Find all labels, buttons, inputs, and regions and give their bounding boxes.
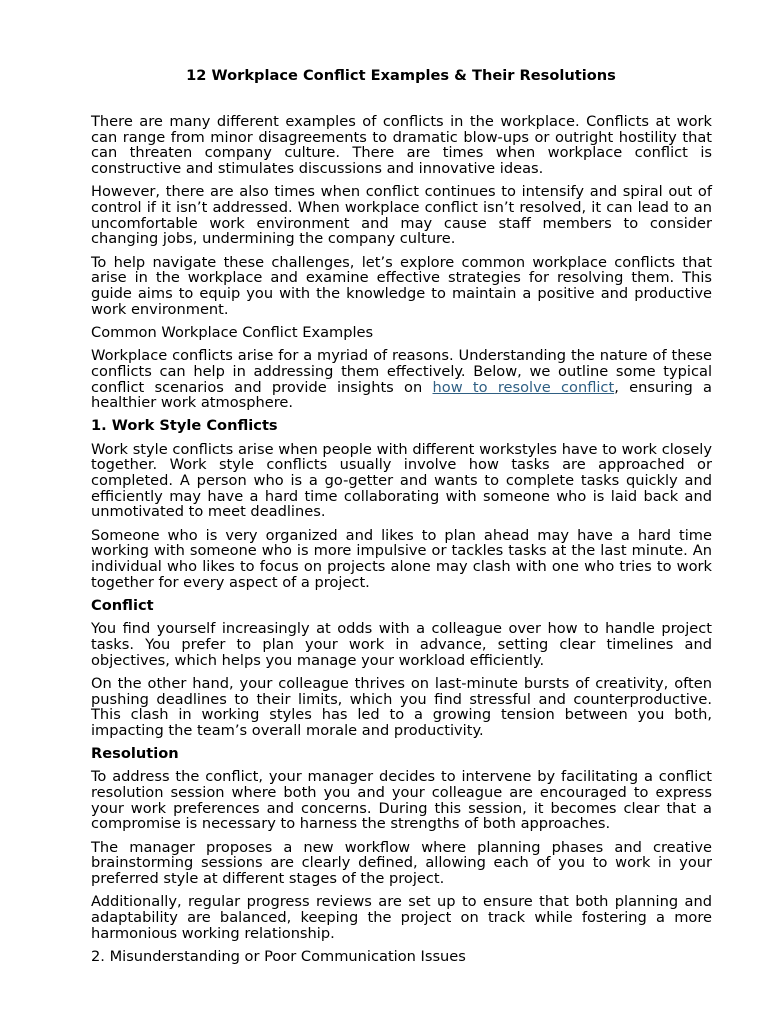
conflict-paragraph: On the other hand, your colleague thrives on last-minute bursts of creativity, often pushing deadlines to their limits, which you find stressful and counterproductive. This clash in working styles has led to a growing tension between you both, impacting the team’s overall morale and productivity. bbox=[91, 674, 712, 739]
document-body bbox=[91, 114, 712, 972]
examples-intro-text: , ensuring a healthier work atmosphere. bbox=[91, 378, 712, 412]
intro-paragraph: To help navigate these challenges, let’s explore common workplace conflicts that arise in the workplace and examine effective strategies for resolving them. This guide aims to equip you with the knowledge to maintain a positive and productive work environment. bbox=[91, 253, 712, 318]
examples-intro-paragraph bbox=[91, 348, 712, 411]
examples-intro-text: Workplace conflicts arise for a myriad of reasons. Understanding the nature of these conflicts can help in addressing them effectively. Below, we outline some typical conflict scenarios and provide insights on bbox=[91, 347, 712, 396]
section-heading: 1. Work Style Conflicts bbox=[91, 417, 278, 435]
conflict-paragraph: You find yourself increasingly at odds with a colleague over how to handle project tasks. You prefer to plan your work in advance, setting clear timelines and objectives, which helps you manage your workload efficiently. bbox=[91, 620, 712, 669]
examples-heading: Common Workplace Conflict Examples bbox=[91, 323, 374, 341]
section-paragraph: Work style conflicts arise when people with different workstyles have to work closely together. Work style conflicts usually involve how tasks are approached or completed. A person who is a go-getter and wants to complete tasks quickly and efficiently may have a hard time collaborating with someone who is laid back and unmotivated to meet deadlines. bbox=[91, 440, 712, 521]
resolution-paragraph: Additionally, regular progress reviews are set up to ensure that both planning and adaptability are balanced, keeping the project on track while fostering a more harmonious working relationship. bbox=[91, 893, 712, 942]
intro-paragraph: There are many different examples of conflicts in the workplace. Conflicts at work can range from minor disagreements to dramatic blow-ups or outright hostility that can threaten company culture. There are times when workplace conflict is constructive and stimulates discussions and innovative ideas. bbox=[91, 113, 712, 178]
resolution-paragraph: To address the conflict, your manager decides to intervene by facilitating a conflict resolution session where both you and your colleague are encouraged to express your work preferences and concerns. During this session, it becomes clear that a compromise is necessary to harness the strengths of both approaches. bbox=[91, 768, 712, 833]
resolution-paragraph: The manager proposes a new workflow where planning phases and creative brainstorming sessions are clearly defined, allowing each of you to work in your preferred style at different stages of the project. bbox=[91, 838, 712, 888]
resolve-conflict-link[interactable]: how to resolve conflict bbox=[432, 378, 615, 396]
conflict-heading: Conflict bbox=[91, 596, 154, 614]
intro-paragraph: However, there are also times when conflict continues to intensify and spiral out of control if it isn’t addressed. When workplace conflict isn’t resolved, it can lead to an uncomfortable work environment and may cause staff members to consider changing jobs, undermining the company culture. bbox=[91, 183, 712, 248]
section-heading: 2. Misunderstanding or Poor Communication Issues bbox=[91, 947, 466, 965]
section-paragraph: Someone who is very organized and likes to plan ahead may have a hard time working with someone who is more impulsive or tackles tasks at the last minute. An individual who likes to focus on projects alone may clash with one who tries to work together for every aspect of a project. bbox=[91, 526, 712, 591]
page-title: 12 Workplace Conflict Examples & Their Resolutions bbox=[186, 67, 616, 84]
resolution-heading: Resolution bbox=[91, 745, 179, 763]
